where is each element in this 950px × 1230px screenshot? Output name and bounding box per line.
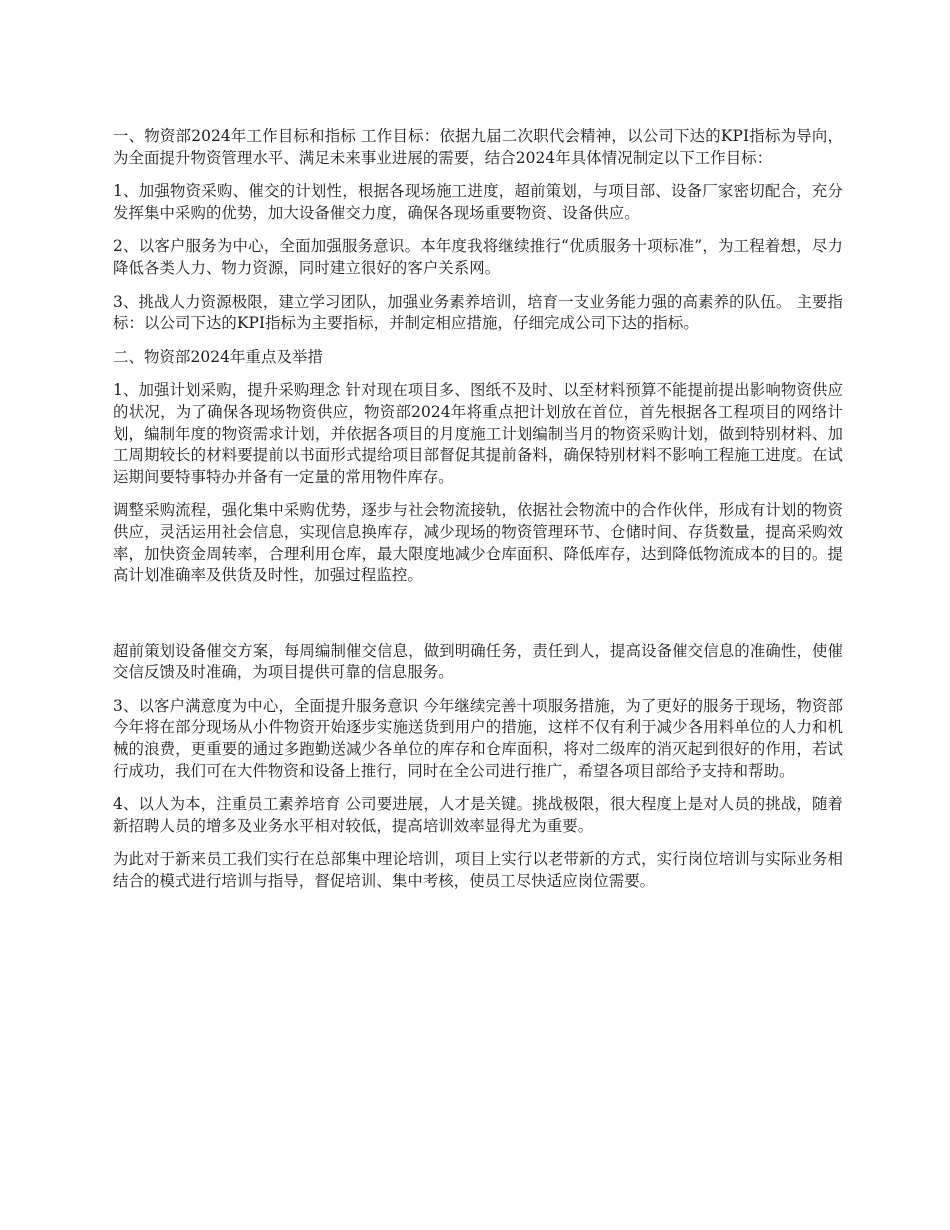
paragraph-training: 为此对于新来员工我们实行在总部集中理论培训，项目上实行以老带新的方式，实行岗位培训与实际业务相结合的模式进行培训与指导，督促培训、集中考核，使员工尽快适应岗位需要。: [113, 850, 843, 891]
paragraph-measure-4: 4、以人为本，注重员工素养培育 公司要进展，人才是关键。挑战极限，很大程度上是对人员的挑战，随着新招聘人员的增多及业务水平相对较低，提高培训效率显得尤为重要。: [113, 795, 843, 835]
paragraph-goals-intro: 一、物资部2024年工作目标和指标 工作目标：依据九届二次职代会精神，以公司下达的KPI指标为导向，为全面提升物资管理水平、满足未来事业进展的需要，结合2024年具体情况制定以下工作目标：: [113, 127, 843, 167]
paragraph-goal-1: 1、加强物资采购、催交的计划性，根据各现场施工进度，超前策划，与项目部、设备厂家密切配合，充分发挥集中采购的优势，加大设备催交力度，确保各现场重要物资、设备供应。: [113, 182, 843, 222]
blank-spacer: [113, 599, 843, 641]
document-page: [113, 126, 843, 905]
paragraph-procurement-flow: 调整采购流程，强化集中采购优势，逐步与社会物流接轨，依据社会物流中的合作伙伴，形成有计划的物资供应，灵活运用社会信息，实现信息换库存，减少现场的物资管理环节、仓储时间、存货数量，提高采购效率，加快资金周转率，合理利用仓库，最大限度地减少仓库面积、降低库存，达到降低物流成本的目的。提高计划准确率及供货及时性，加强过程监控。: [113, 501, 843, 585]
paragraph-measure-1: 1、加强计划采购，提升采购理念 针对现在项目多、图纸不及时、以至材料预算不能提前提出影响物资供应的状况，为了确保各现场物资供应，物资部2024年将重点把计划放在首位，首先根据各工程项目的网络计划，编制年度的物资需求计划，并依据各项目的月度施工计划编制当月的物资采购计划，做到特别材料、加工周期较长的材料要提前以书面形式提给项目部督促其提前备料，确保特别材料不影响工程施工进度。在试运期间要特事特办并备有一定量的常用物件库存。: [113, 381, 843, 486]
section-heading-measures: 二、物资部2024年重点及举措: [113, 347, 323, 366]
paragraph-goal-2: 2、以客户服务为中心，全面加强服务意识。本年度我将继续推行“优质服务十项标准”，为工程着想，尽力降低各类人力、物力资源，同时建立很好的客户关系网。: [113, 237, 843, 277]
paragraph-goal-3: 3、挑战人力资源极限，建立学习团队，加强业务素养培训，培育一支业务能力强的高素养的队伍。 主要指标：以公司下达的KPI指标为主要指标，并制定相应措施，仔细完成公司下达的指标。: [113, 292, 843, 333]
paragraph-expediting-plan: 超前策划设备催交方案，每周编制催交信息，做到明确任务，责任到人，提高设备催交信息的准确性，使催交信反馈及时准确，为项目提供可靠的信息服务。: [113, 641, 843, 682]
paragraph-measure-3: 3、以客户满意度为中心，全面提升服务意识 今年继续完善十项服务措施，为了更好的服务于现场，物资部今年将在部分现场从小件物资开始逐步实施送货到用户的措施，这样不仅有利于减少各用料单位的人力和机械的浪费，更重要的通过多跑勤送减少各单位的库存和仓库面积，将对二级库的消灭起到很好的作用，若试行成功，我们可在大件物资和设备上推行，同时在全公司进行推广，希望各项目部给予支持和帮助。: [113, 696, 843, 780]
